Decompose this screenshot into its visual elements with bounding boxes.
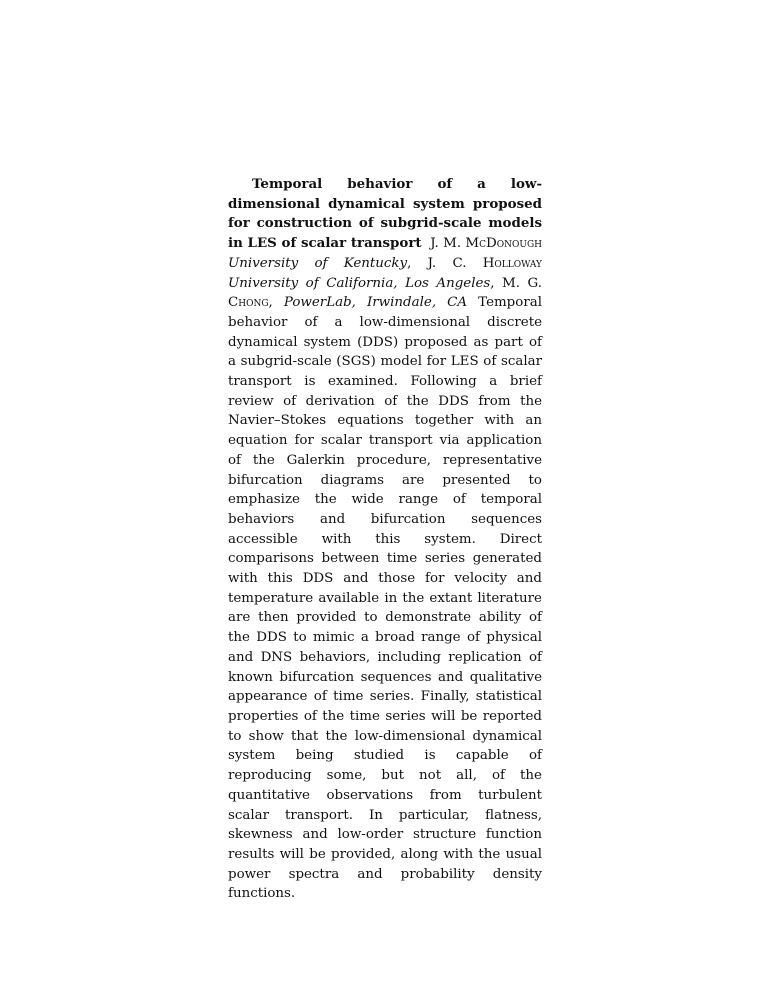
author-name: J. C. Holloway (427, 255, 542, 271)
author-affiliation: PowerLab, Irwindale, CA (283, 295, 468, 311)
abstract-body: Temporal behavior of a low-dimensional discrete dynamical system (DDS) proposed as part of a subgrid-scale (SGS) model for LES of scalar transport is examined. Following a brief review of derivation of the DDS from the Navier–Stokes equations together with an equation for scalar transport via application of the Galerkin procedure, representative bifurcation diagrams are presented to emphasize the wide range of temporal behaviors and bifurcation sequences accessible with this system. Direct comparisons between time series generated with this DDS and those for velocity and temperature available in the extant literature are then provided to demonstrate ability of the DDS to mimic a broad range of physical and DNS behaviors, including replication of known bifurcation sequences and qualitative appearance of time series. Finally, statistical properties of the time series will be reported to show that the low-dimensional dynamical system being studied is capable of reproducing some, but not all, of the quantitative observations from turbulent scalar transport. In particular, flatness, skewness and low-order structure function results will be provided, along with the usual power spectra and probability density functions. (228, 295, 542, 902)
author-name: M. G. Chong (228, 275, 542, 311)
author-affiliation: University of Kentucky (228, 255, 408, 271)
abstract-paragraph: Temporal behavior of a low-dimensional dynamical system proposed for construction of subgrid-scale models in LES of scalar transport J. M. McDonough University of Kentucky, J. C. Holloway University of California, Los Angeles, M. G. Chong, PowerLab, Irwindale, CA Temporal behavior of a low-dimensional discrete dynamical system (DDS) proposed as part of a subgrid-scale (SGS) model for LES of scalar transport is examined. Following a brief review of derivation of the DDS from the Navier–Stokes equations together with an equation for scalar transport via application of the Galerkin procedure, representative bifurcation diagrams are presented to emphasize the wide range of temporal behaviors and bifurcation sequences accessible with this system. Direct comparisons between time series generated with this DDS and those for velocity and temperature available in the extant literature are then provided to demonstrate ability of the DDS to mimic a broad range of physical and DNS behaviors, including replication of known bifurcation sequences and qualitative appearance of time series. Finally, statistical properties of the time series will be reported to show that the low-dimensional dynamical system being studied is capable of reproducing some, but not all, of the quantitative observations from turbulent scalar transport. In particular, flatness, skewness and low-order structure function results will be provided, along with the usual power spectra and probability density functions. (228, 176, 543, 902)
abstract-title: Temporal behavior of a low-dimensional dynamical system proposed for construction of subgrid-scale models in LES of scalar transport (228, 176, 542, 252)
author-name: J. M. McDonough (430, 236, 543, 252)
author-affiliation: University of California, Los Angeles (228, 275, 491, 291)
